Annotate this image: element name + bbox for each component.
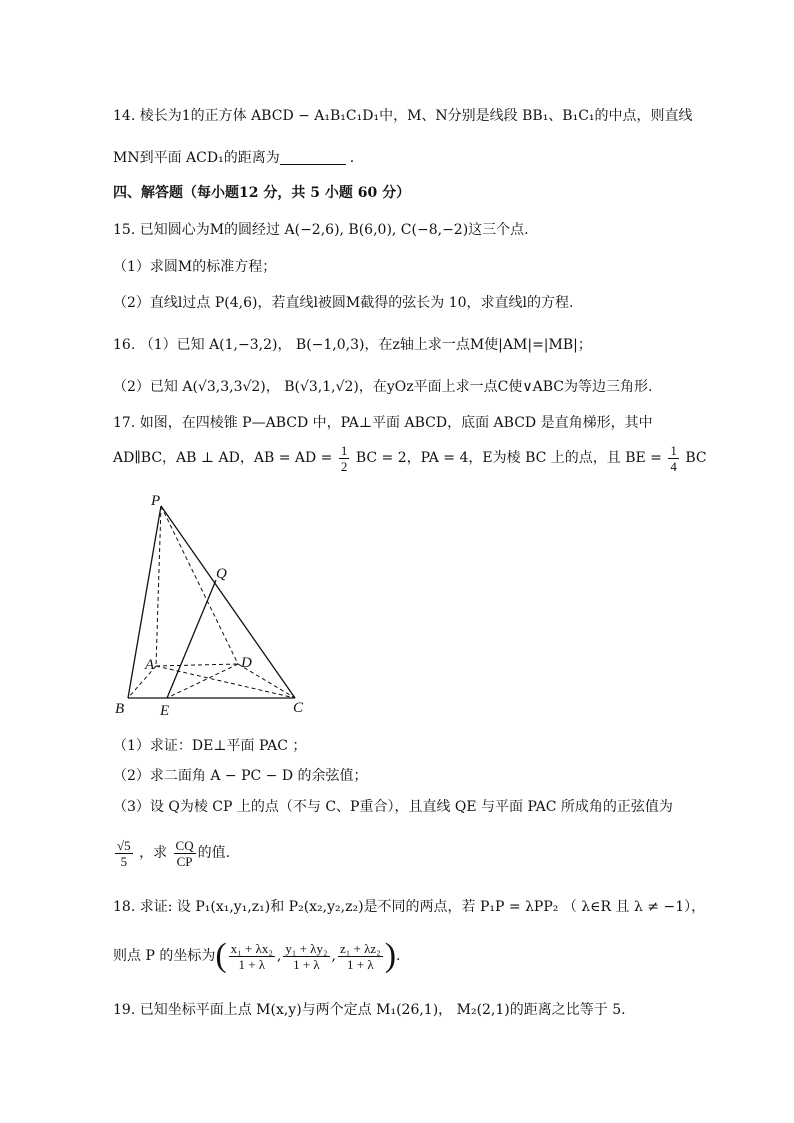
- q17-part3-mid: ，求: [139, 845, 168, 861]
- fraction-sqrt5-over-5: [115, 838, 133, 869]
- diagonal-AC: [156, 666, 295, 698]
- q19-line1: 19. 已知坐标平面上点 M(x,y)与两个定点 M₁(26,1)， M₂(2,1)的距离之比等于 5.: [113, 1002, 626, 1018]
- fraction-x: [229, 941, 275, 972]
- q16-part1: 16. （1）已知 A(1,−3,2)， B(−1,0,3)，在z轴上求一点M使|AM|=|MB|；: [113, 337, 592, 353]
- frac-denominator: 1 + λ: [293, 956, 320, 972]
- frac-numerator: x₁ + λx₂: [230, 940, 273, 956]
- q17-part3: （3）设 Q为棱 CP 上的点（不与 C、P重合），且直线 QE 与平面 PAC 所成角的正弦值为: [113, 799, 673, 815]
- q17-line2-b: BC = 2，PA = 4，E为棱 BC 上的点，且 BE =: [355, 450, 662, 466]
- q15-line1: 15. 已知圆心为M的圆经过 A(−2,6), B(6,0), C(−8,−2)这三个点.: [113, 222, 529, 238]
- q15-part1: （1）求圆M的标准方程；: [113, 259, 277, 275]
- label-Q: Q: [216, 566, 227, 582]
- q18-line1: 18. 求证: 设 P₁(x₁,y₁,z₁)和 P₂(x₂,y₂,z₂)是不同的两点，若 P₁P = λPP₂ （ λ∈R 且 λ ≠ −1），: [113, 899, 706, 915]
- q18-line2-pre: 则点 P 的坐标为: [113, 948, 216, 964]
- q17-part2: （2）求二面角 A − PC − D 的余弦值；: [113, 768, 368, 784]
- q14-line2-end: .: [349, 150, 355, 166]
- q16-part2: （2）已知 A(√3,3,3√2)， B(√3,1,√2)，在yOz平面上求一点C使∨ABC为等边三角形.: [113, 379, 653, 395]
- q14-line2-text: MN到平面 ACD₁的距离为: [113, 150, 280, 166]
- q14-line1: 14. 棱长为1的正方体 ABCD − A₁B₁C₁D₁中，M、N分别是线段 BB₁、B₁C₁的中点，则直线: [113, 108, 693, 124]
- right-paren: ): [384, 937, 397, 974]
- frac-numerator: z₁ + λz₂: [339, 940, 381, 956]
- q17-line2-a: AD∥BC，AB ⊥ AD，AB = AD =: [113, 450, 333, 466]
- frac-denominator: 1 + λ: [347, 956, 374, 972]
- frac-denominator: CP: [176, 853, 193, 869]
- frac-denominator: 2: [340, 458, 348, 474]
- edge-PD: [161, 506, 238, 664]
- q17-line2: [113, 440, 707, 476]
- fraction-cq-over-cp: [174, 838, 196, 869]
- segment-QE: [167, 580, 216, 698]
- fraction-one-half: [339, 443, 350, 474]
- edge-PC: [161, 506, 295, 698]
- pyramid-figure: [110, 488, 320, 720]
- fraction-z: [338, 941, 383, 972]
- q18-line2-end: .: [396, 948, 401, 964]
- frac-numerator: 1: [670, 442, 677, 458]
- label-C: C: [293, 700, 304, 716]
- left-paren: (: [215, 937, 227, 974]
- frac-denominator: 1 + λ: [238, 956, 266, 972]
- q18-line2: 则点 P 的坐标为( $\frac{\text{x₁ + λx₂}}{1 + \lambda}$ , $\frac{\text{y₁ + λy₂}}{1 + \lambda}$ , $\frac{\text{z₁ + λz₂}}{1 + \lambda}$ ).: [113, 937, 401, 974]
- q17-line2-c: BC: [685, 450, 707, 466]
- label-D: D: [241, 655, 252, 671]
- fraction-one-quarter: [668, 443, 679, 474]
- q14-line2: [113, 148, 354, 168]
- q15-part2: （2）直线l过点 P(4,6)，若直线l被圆M截得的弦长为 10，求直线l的方程.: [113, 295, 574, 311]
- segment-DE: [167, 664, 238, 698]
- frac-numerator: CQ: [175, 837, 194, 853]
- frac-denominator: 4: [670, 458, 677, 474]
- label-B: B: [115, 701, 125, 717]
- label-E: E: [160, 703, 170, 719]
- fraction-y: [283, 941, 329, 972]
- q17-part3-cont: [113, 834, 230, 872]
- frac-numerator: y₁ + λy₂: [285, 940, 328, 956]
- answer-blank: [280, 150, 346, 165]
- q17-part1: （1）求证：DE⊥平面 PAC ；: [113, 738, 307, 754]
- frac-numerator: √5: [117, 837, 131, 853]
- q17-line1: 17. 如图，在四棱锥 P—ABCD 中，PA⊥平面 ABCD，底面 ABCD 是直角梯形，其中: [113, 415, 653, 431]
- frac-denominator: 5: [120, 853, 128, 869]
- edge-AD: [156, 664, 238, 666]
- section-heading: 四、解答题（每小题12 分，共 5 小题 60 分）: [113, 185, 411, 201]
- frac-numerator: 1: [340, 442, 348, 458]
- q17-part3-end: 的值.: [197, 845, 231, 861]
- label-A: A: [145, 657, 155, 673]
- label-P: P: [151, 493, 161, 509]
